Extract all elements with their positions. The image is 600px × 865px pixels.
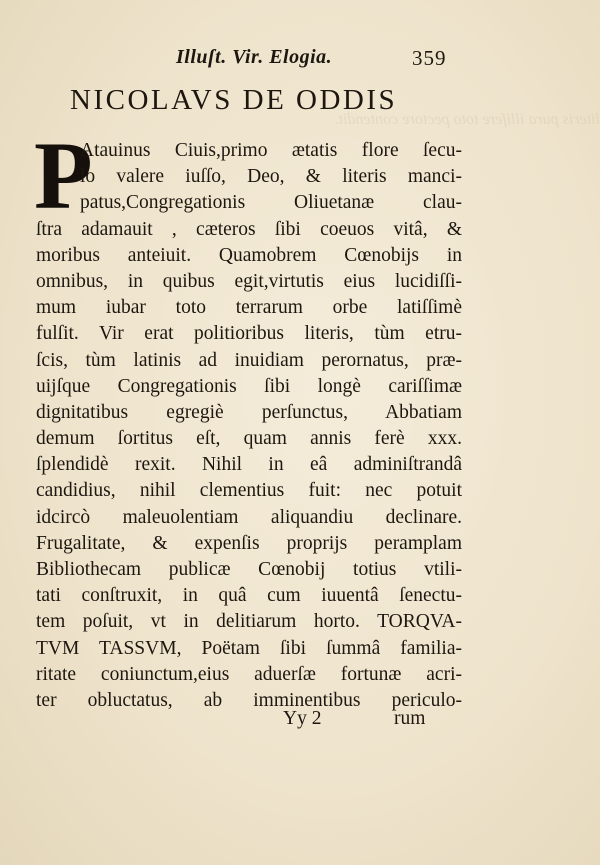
text-line: omnibus, in quibus egit,virtutis eius lucidiſſi- xyxy=(36,270,462,292)
text-line: fulſit. Vir erat politioribus literis, tùm etru- xyxy=(36,323,462,345)
text-line: ſcis, tùm latinis ad inuidiam perornatus, præ- xyxy=(36,349,462,371)
text-line: tati conſtruxit, in quâ cum iuuentâ ſenectu- xyxy=(36,585,462,607)
text-line: ſtra adamauit , cæteros ſibi coeuos vitâ, & xyxy=(36,218,462,240)
section-heading: NICOLAVS DE ODDIS xyxy=(70,84,398,116)
text-line: ſplendidè rexit. Nihil in eâ adminiſtrandâ xyxy=(36,454,462,476)
text-line: idcircò maleuolentiam aliquandiu declinare. xyxy=(36,506,462,528)
page-header xyxy=(0,44,600,74)
body-text xyxy=(36,138,462,714)
page-footer xyxy=(0,708,600,734)
text-line: moribus anteiuit. Quamobrem Cœnobijs in xyxy=(36,244,462,266)
catchword: rum xyxy=(394,708,426,729)
text-line: Bibliothecam publicæ Cœnobij totius vtili- xyxy=(36,559,462,580)
text-line: dignitatibus egregiè perſunctus, Abbatiam xyxy=(36,401,462,423)
text-line: Frugalitate, & expenſis proprijs peramplam xyxy=(36,532,462,554)
text-line: demum ſortitus eſt, quam annis ferè xxx. xyxy=(36,428,462,450)
text-line: lo valere iuſſo, Deo, & literis manci- xyxy=(80,166,462,188)
running-title: Illuſt. Vir. Elogia. xyxy=(176,46,333,68)
text-line: candidius, nihil clementius fuit: nec potuit xyxy=(36,480,462,502)
page-number: 359 xyxy=(412,46,447,70)
text-line: Atauinus Ciuis,primo ætatis flore ſecu- xyxy=(80,140,462,161)
text-line: patus,Congregationis Oliuetanæ clau- xyxy=(80,192,462,214)
text-line: uijſque Congregationis ſibi longè cariſſimæ xyxy=(36,375,462,397)
bleed-through-text: literis pura illiſere toto pectore contendit. xyxy=(334,111,600,128)
text-line: tem poſuit, vt in delitiarum horto. TORQVA- xyxy=(36,611,462,633)
text-line: ritate coniunctum,eius aduerſæ fortunæ acri- xyxy=(36,663,462,685)
text-line: ter obluctatus, ab imminentibus periculo- xyxy=(36,689,462,711)
text-line: mum iubar toto terrarum orbe latiſſimè xyxy=(36,297,462,319)
drop-cap-initial: P xyxy=(34,122,93,229)
text-line: TVM TASSVM, Poëtam ſibi ſummâ familia- xyxy=(36,637,462,659)
signature-mark: Yy 2 xyxy=(283,708,322,729)
